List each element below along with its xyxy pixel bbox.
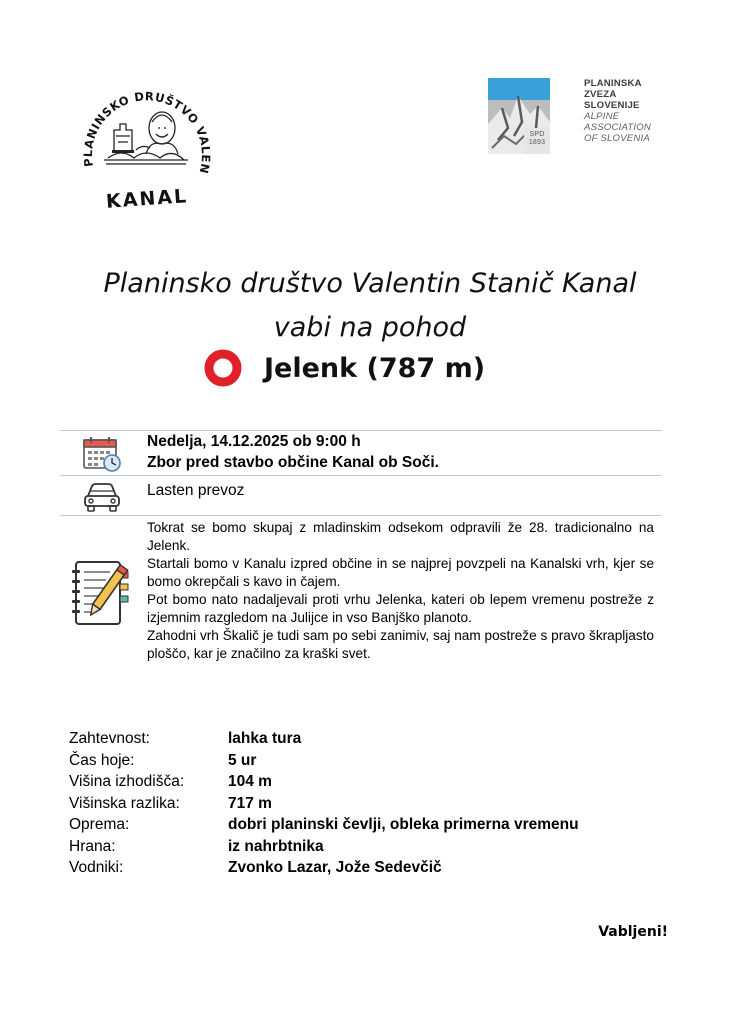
- club-logo-ring-text: PLANINSKO DRUŠTVO VALEN: [80, 89, 214, 176]
- description-paragraph: Tokrat se bomo skupaj z mladinskim odsekom odpravili že 28. tradicionalno na Jelenk.: [147, 520, 654, 553]
- detail-row-elevation-gain: [69, 793, 689, 815]
- closing-text: Vabljeni!: [598, 924, 668, 940]
- divider: [60, 475, 662, 476]
- event-date-time: Nedelja, 14.12.2025 ob 9:00 h: [147, 433, 361, 450]
- pzs-line-3: SLOVENIJE: [584, 100, 640, 111]
- tour-details: [69, 728, 689, 879]
- divider: [60, 430, 662, 431]
- detail-label: Višinska razlika:: [69, 794, 180, 812]
- calendar-clock-icon: [82, 436, 122, 472]
- pzs-en-line-2: ASSOCIATION: [584, 122, 652, 133]
- detail-row-food: [69, 836, 689, 858]
- event-description: [147, 519, 654, 663]
- svg-text:PLANINSKO DRUŠTVO VALENTIN STA: [72, 78, 213, 175]
- detail-row-guides: [69, 857, 689, 879]
- detail-row-equipment: [69, 814, 689, 836]
- peak-name: Jelenk (787 m): [264, 352, 486, 384]
- event-meeting-point: Zbor pred stavbo občine Kanal ob Soči.: [147, 454, 439, 471]
- club-logo: [72, 78, 222, 218]
- pzs-en-line-3: OF SLOVENIA: [584, 133, 651, 144]
- detail-value: lahka tura: [228, 730, 302, 747]
- description-paragraph: Pot bomo nato nadaljevali proti vrhu Jelenka, kateri ob lepem vremenu postreže z izjemnim razgledom na Julijce in vso Banjško planoto.: [147, 592, 654, 625]
- pzs-line-1: PLANINSKA: [584, 78, 642, 89]
- detail-row-walking-time: [69, 750, 689, 772]
- event-transport: Lasten prevoz: [147, 482, 245, 499]
- trail-marker-icon: [204, 349, 242, 387]
- detail-row-difficulty: [69, 728, 689, 750]
- pzs-badge-year: 1893: [528, 139, 546, 146]
- pzs-en-line-1: ALPINE: [584, 111, 620, 122]
- title-line-2: vabi na pohod: [273, 312, 467, 343]
- detail-label: Oprema:: [69, 816, 130, 833]
- title-line-1: Planinsko društvo Valentin Stanič Kanal: [103, 268, 637, 299]
- description-paragraph: Startali bomo v Kanalu izpred občine in se najprej povzpeli na Kanalski vrh, kjer se bomo okrepčali s kavo in čajem.: [147, 556, 654, 589]
- detail-label: Čas hoje:: [69, 751, 135, 769]
- detail-label: Zahtevnost:: [69, 730, 150, 747]
- peak-row: [204, 348, 485, 388]
- detail-value: 104 m: [228, 773, 272, 790]
- detail-value: iz nahrbtnika: [228, 837, 324, 855]
- divider: [60, 515, 662, 516]
- detail-label: Višina izhodišča:: [69, 773, 185, 790]
- club-logo-kanal-text: KANAL: [105, 185, 189, 213]
- detail-value: dobri planinski čevlji, obleka primerna vremenu: [228, 816, 579, 833]
- detail-value: 717 m: [228, 794, 272, 812]
- description-paragraph: Zahodni vrh Škalič je tudi sam po sebi zanimiv, saj nam postreže s pravo škrapljasto ploščo, kar je značilno za kraški svet.: [147, 628, 654, 661]
- detail-label: Hrana:: [69, 837, 116, 855]
- pzs-logo: [486, 76, 652, 158]
- detail-value: 5 ur: [228, 751, 257, 769]
- detail-row-start-altitude: [69, 771, 689, 793]
- pzs-badge-spd: SPD: [529, 131, 545, 138]
- car-icon: [82, 480, 122, 514]
- detail-label: Vodniki:: [69, 859, 124, 876]
- notebook-pencil-icon: [70, 558, 132, 628]
- detail-value: Zvonko Lazar, Jože Sedevčič: [228, 859, 442, 876]
- pzs-line-2: ZVEZA: [584, 89, 617, 100]
